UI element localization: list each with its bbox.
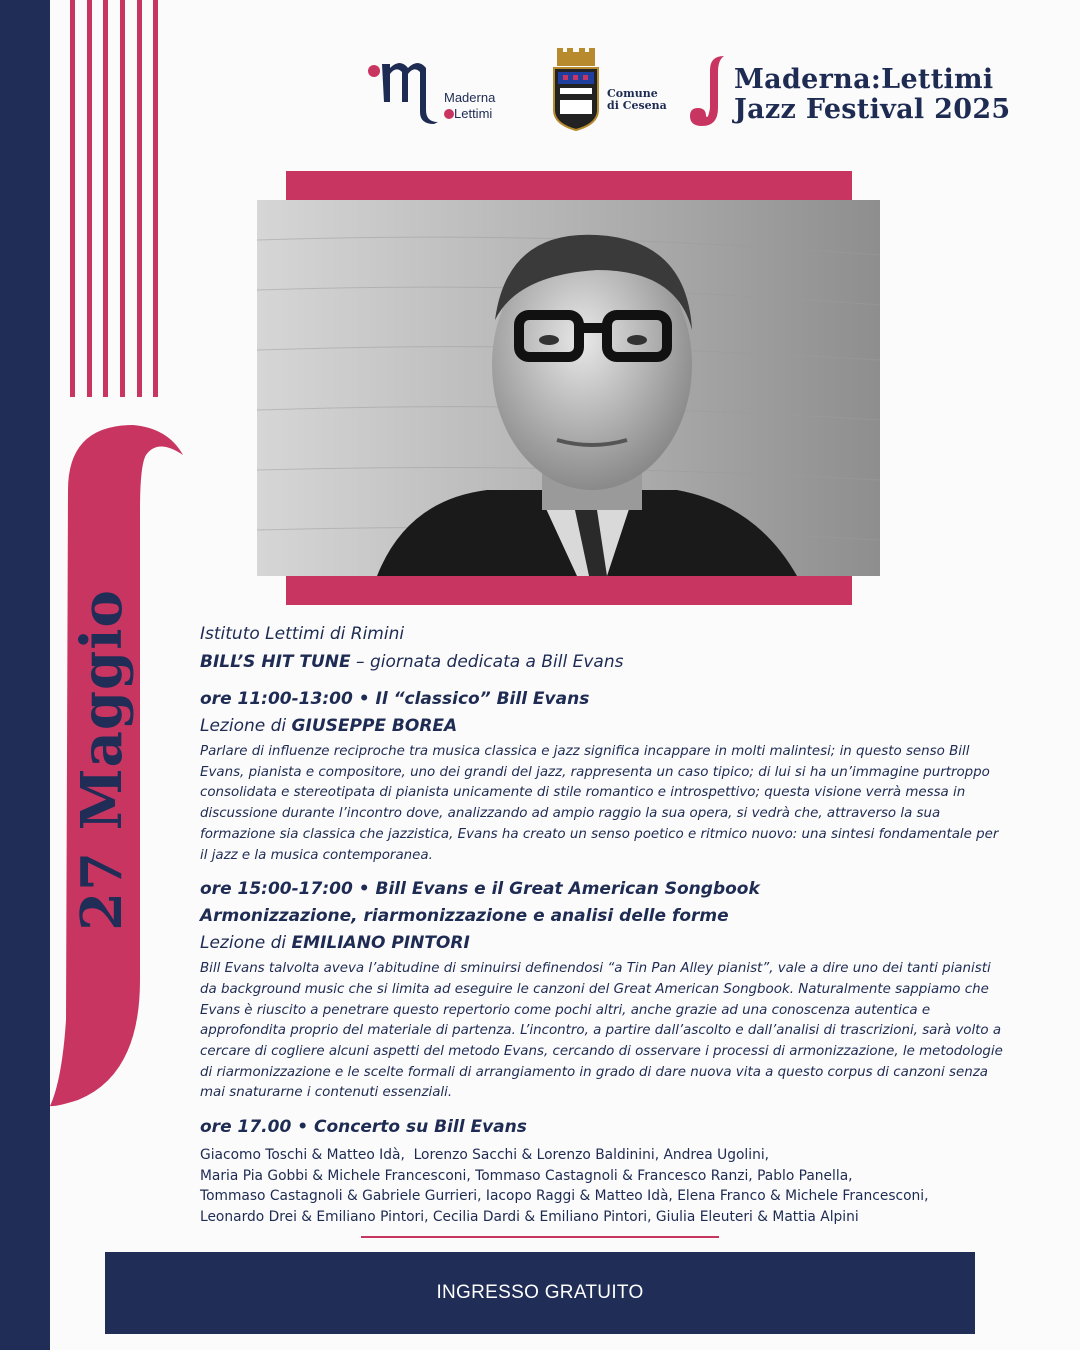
session-2-lecturer: EMILIANO PINTORI [291, 933, 470, 954]
decorative-stripe [153, 0, 158, 397]
session-2-lesson-prefix: Lezione di [200, 933, 292, 954]
maderna-logo-dot [444, 109, 454, 119]
festival-title-line2: Jazz Festival 2025 [734, 94, 1011, 125]
maderna-logo-line2: Lettimi [454, 106, 493, 121]
event-title-bold: BILL’S HIT TUNE [200, 652, 351, 672]
event-title-rest: – giornata dedicata a Bill Evans [350, 652, 624, 672]
comune-crest-icon [551, 48, 601, 132]
portrait-illustration [257, 200, 880, 576]
event-title [200, 648, 1010, 676]
performers-line: Maria Pia Gobbi & Michele Francesconi, Tommaso Castagnoli & Francesco Ranzi, Pablo Panella, [200, 1167, 853, 1184]
session-2-heading: ore 15:00-17:00 • Bill Evans e il Great American Songbook [200, 879, 760, 900]
decorative-stripe [103, 0, 108, 397]
divider-line [361, 1236, 719, 1238]
decorative-stripe [120, 0, 125, 397]
session-1-lecturer: GIUSEPPE BOREA [291, 716, 458, 736]
concert-heading: ore 17.00 • Concerto su Bill Evans [200, 1117, 527, 1138]
festival-logo [688, 56, 1038, 130]
venue: Istituto Lettimi di Rimini [200, 624, 405, 644]
session-2-lesson [200, 930, 1010, 957]
concert-performers [200, 1145, 1010, 1227]
decorative-stripe [137, 0, 142, 397]
decorative-stripe [70, 0, 75, 397]
left-navy-bar [0, 0, 50, 1350]
performers-line: Tommaso Castagnoli & Gabriele Gurrieri, Iacopo Raggi & Matteo Idà, Elena Franco & Michele Francesconi, [200, 1188, 929, 1205]
comune-line1: Comune [607, 87, 658, 100]
event-date: 27 Maggio [69, 589, 135, 931]
maderna-lettimi-logo [366, 54, 526, 126]
session-1-lesson [200, 713, 1010, 740]
session-2-description: Bill Evans talvolta aveva l’abitudine di sminuirsi definendosi “a Tin Pan Alley pianist”, vale a dire uno dei tanti pianisti da background music che si limita ad eseguire le canzoni del Great American Songbook. Naturalmente sappiamo che Evans è riuscito a penetrare questo repertorio come pochi altri, anche grazie ad una conoscenza autentica e approfondita proprio del materiale di partenza. L’incontro, a partire dall’ascolto e dall’analisi di trascrizioni, sarà volto a cercare di cogliere alcuni aspetti del metodo Evans, cercando di osservare i processi di armonizzazione, le metodologie di riarmonizzazione e le scelte formali di arrangiamento in grado di dare nuova vita a questo corpus di canzoni senza mai snaturarne i contenuti essenziali. [200, 961, 1003, 1101]
session-1-lesson-prefix: Lezione di [200, 716, 292, 736]
session-1-description: Parlare di influenze reciproche tra musica classica e jazz significa incappare in molti malintesi; in questo senso Bill Evans, pianista e compositore, uno dei grandi del jazz, rappresenta un caso tipico; di lui si ha un’immagine purtroppo consolidata e stereotipata di pianista unicamente di stile romantico e introspettivo; questa visione verrà messa in discussione durante l’incontro dove, analizzando ad ampio raggio la sua opera, si vedrà che, attraverso la sua formazione sia classica che jazzistica, Evans ha creato un senso poetico e ritmico nuovo: una sintesi fondamentale per il jazz e la musica contemporanea. [200, 744, 999, 863]
session-2-subheading: Armonizzazione, riarmonizzazione e analisi delle forme [200, 906, 729, 927]
festival-j-mark-icon [688, 56, 728, 130]
festival-title-line1: Maderna:Lettimi [734, 64, 994, 95]
free-entry-banner [105, 1252, 975, 1334]
performers-line: Giacomo Toschi & Matteo Idà, Lorenzo Sacchi & Lorenzo Baldinini, Andrea Ugolini, [200, 1147, 770, 1164]
performers-line: Leonardo Drei & Emiliano Pintori, Cecilia Dardi & Emiliano Pintori, Giulia Eleuteri & Mattia Alpini [200, 1208, 859, 1225]
event-details [200, 620, 1010, 1228]
session-1-heading: ore 11:00-13:00 • Il “classico” Bill Evans [200, 689, 590, 709]
maderna-m-mark-icon [366, 54, 446, 126]
comune-di-cesena-label [607, 88, 667, 112]
comune-line2: di Cesena [607, 99, 667, 112]
decorative-stripe [87, 0, 92, 397]
free-entry-label: INGRESSO GRATUITO [436, 1282, 644, 1303]
maderna-logo-line1: Maderna [444, 90, 496, 105]
portrait-photo [257, 200, 880, 576]
